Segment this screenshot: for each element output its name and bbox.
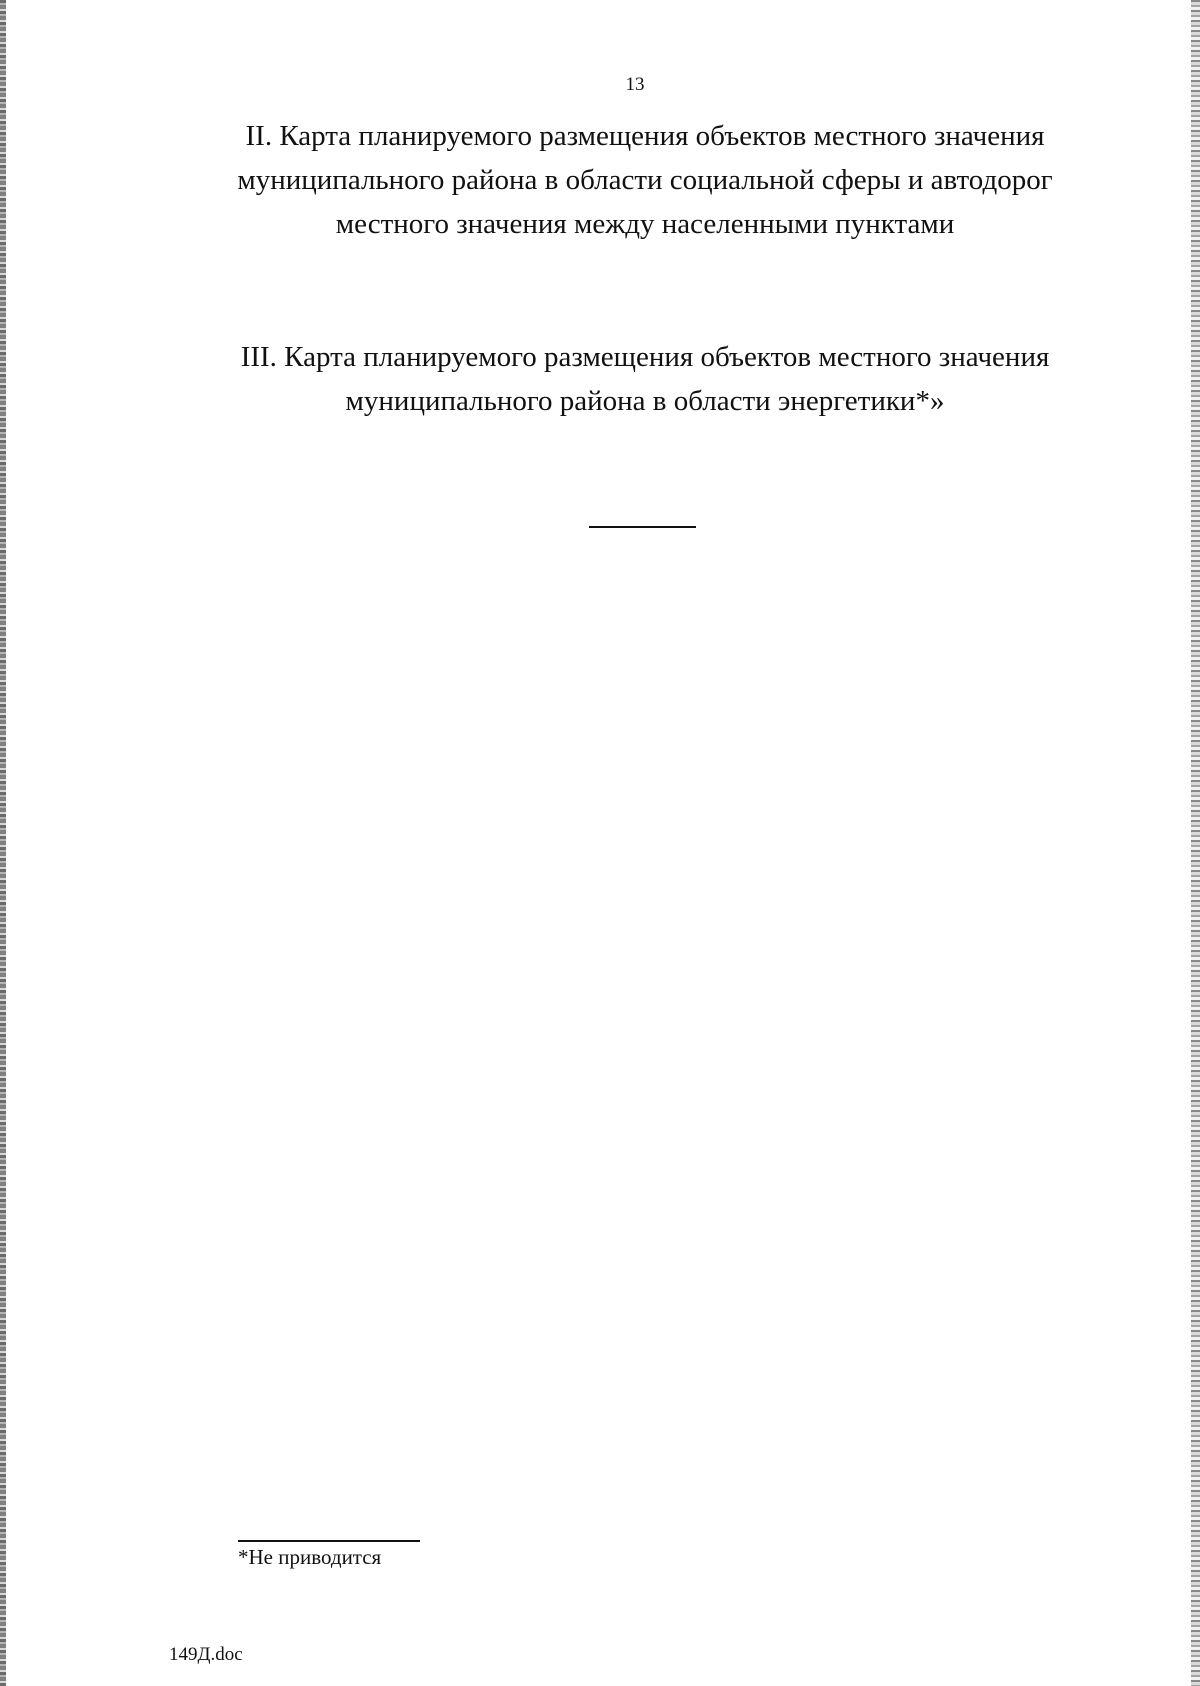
heading-line: муниципального района в области энергетики*» bbox=[345, 385, 945, 417]
page-number: 13 bbox=[625, 74, 645, 95]
footnote: *Не приводится bbox=[238, 1545, 382, 1569]
heading-line: II. Карта планируемого размещения объектов местного значения bbox=[245, 120, 1045, 152]
heading-line: местного значения между населенными пунктами bbox=[335, 208, 955, 240]
scan-edge-right bbox=[1191, 0, 1200, 1686]
heading-line: III. Карта планируемого размещения объектов местного значения bbox=[240, 341, 1050, 373]
section-heading-ii bbox=[200, 114, 1090, 246]
end-divider bbox=[589, 526, 696, 528]
section-heading-iii bbox=[200, 335, 1090, 423]
file-name: 149Д.doc bbox=[169, 1644, 243, 1665]
scan-edge-left bbox=[0, 0, 6, 1686]
heading-line: муниципального района в области социальной сферы и автодорог bbox=[237, 164, 1053, 196]
footnote-divider bbox=[238, 1540, 420, 1542]
